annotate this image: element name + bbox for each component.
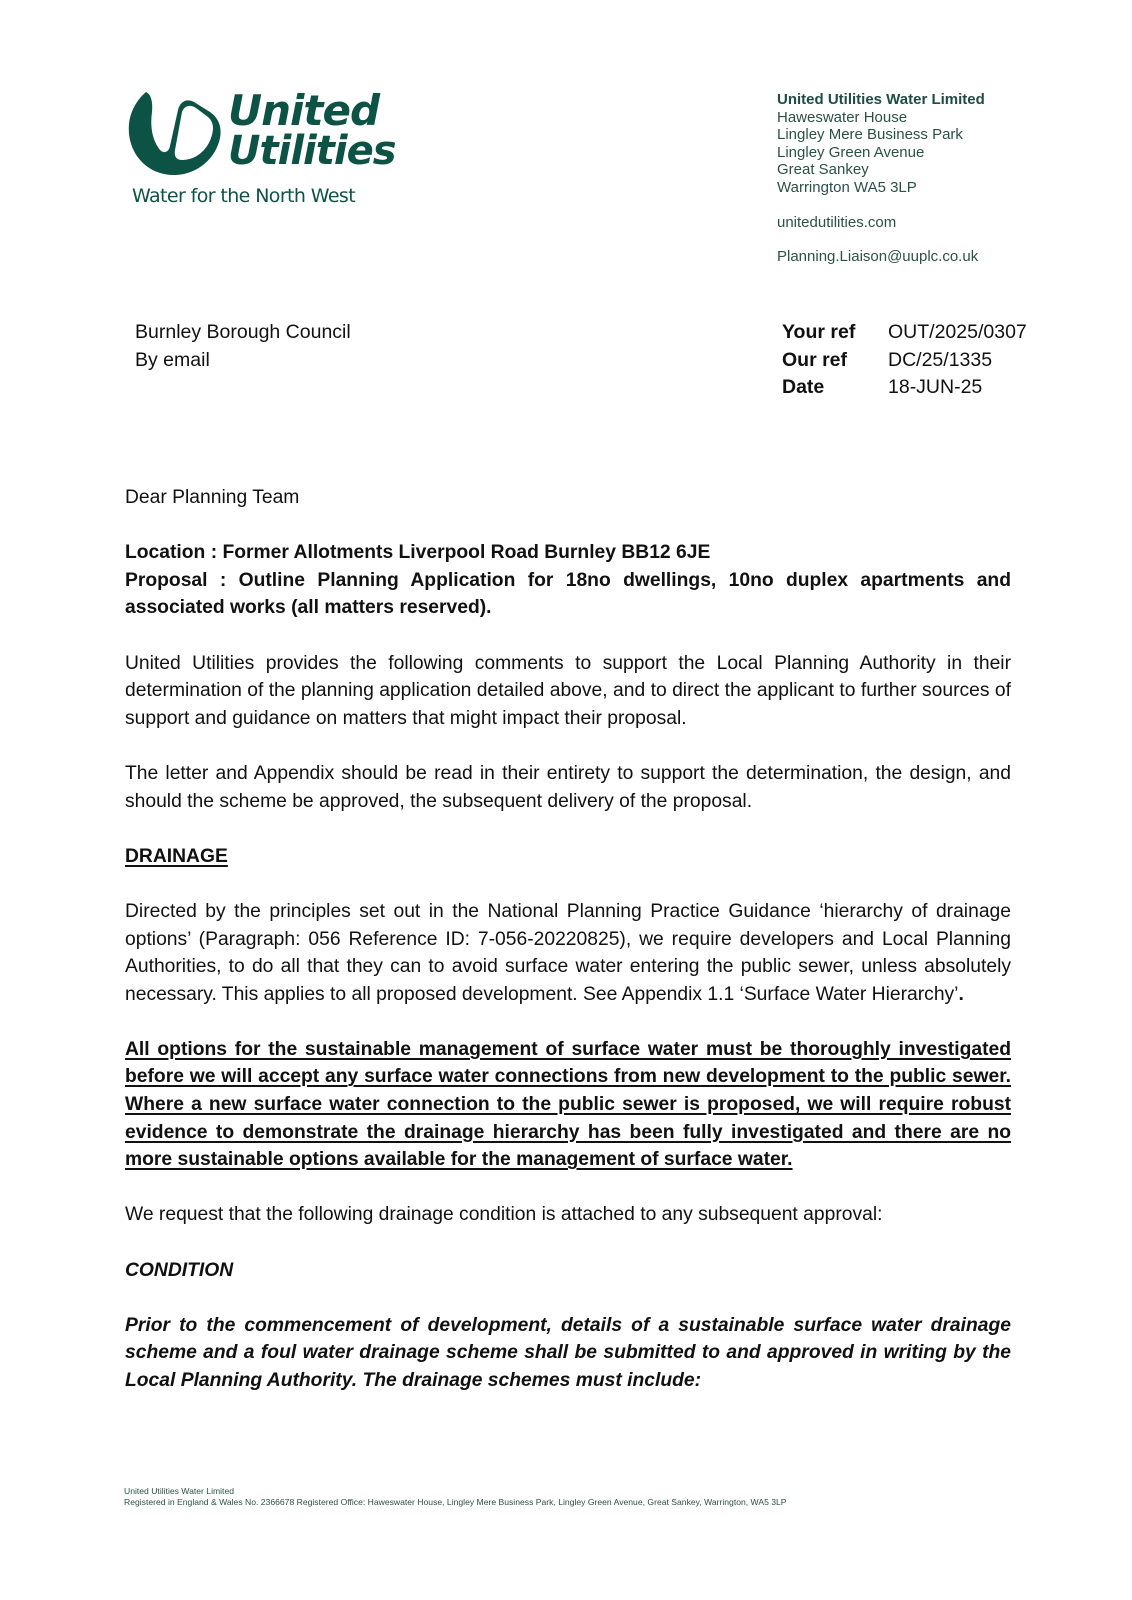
condition-text: Prior to the commencement of development, details of a sustainable surface water drainage scheme and a foul water drainage scheme shall be submitted to and approved in writing by the Local Planning Authority. The drainage schemes must include: [125, 1314, 1011, 1391]
condition-heading-wrap [125, 1257, 1011, 1285]
spacer [777, 197, 985, 214]
drainage-paragraph-end: . [958, 983, 964, 1005]
recipient-delivery: By email [135, 349, 210, 371]
recipient-block [135, 318, 351, 374]
footer-company: United Utilities Water Limited [124, 1486, 235, 1496]
recipient-name: Burnley Borough Council [135, 321, 351, 343]
logo-wordmark-united: United [228, 86, 380, 135]
sender-address-line: Lingley Green Avenue [777, 143, 925, 161]
reference-table [782, 319, 1027, 402]
sender-address-block [777, 91, 985, 266]
read-entirety-paragraph: The letter and Appendix should be read in their entirety to support the determination, the design, and should the scheme be approved, the subsequent delivery of the proposal. [125, 762, 1011, 812]
reference-value: OUT/2025/0307 [888, 321, 1027, 344]
logo-tagline: Water for the North West [132, 185, 356, 207]
reference-value: DC/25/1335 [888, 348, 993, 371]
sender-company-name: United Utilities Water Limited [777, 91, 985, 108]
united-utilities-u-mark-icon [124, 90, 224, 178]
sender-website-link[interactable]: unitedutilities.com [777, 213, 897, 231]
condition-heading: CONDITION [125, 1259, 234, 1281]
footer-registration: Registered in England & Wales No. 2366678 Registered Office: Haweswater House, Lingley Mere Business Park, Lingley Green Avenue, Great Sankey, Warrington, WA5 3LP [124, 1497, 787, 1507]
reference-label: Your ref [782, 321, 856, 344]
reference-row-our-ref [782, 347, 1027, 375]
reference-row-your-ref [782, 319, 1027, 347]
reference-row-date [782, 374, 1027, 402]
salutation: Dear Planning Team [125, 487, 300, 508]
company-logo [124, 86, 396, 213]
sender-address-line: Haweswater House [777, 108, 908, 126]
letter-body [125, 484, 1011, 1422]
subject-proposal: Proposal : Outline Planning Application for 18no dwellings, 10no duplex apartments and associated works (all matters reserved). [125, 569, 1011, 619]
page-footer [124, 1486, 787, 1508]
reference-value: 18-JUN-25 [888, 376, 983, 399]
intro-paragraph: United Utilities provides the following comments to support the Local Planning Authority in their determination of the planning application detailed above, and to direct the applicant to further sources of support and guidance on matters that might impact their proposal. [125, 652, 1011, 729]
drainage-paragraph [125, 898, 1011, 1008]
condition-paragraph [125, 1312, 1011, 1395]
sender-address-line: Lingley Mere Business Park [777, 126, 963, 144]
emphasis-paragraph-text: All options for the sustainable management of surface water must be thoroughly investigated before we will accept any surface water connections from new development to the public sewer. Where a new surface water connection to the public sewer is proposed, we will require robust evidence to demonstrate the drainage hierarchy has been fully investigated and there are no more sustainable options available for the management of surface water. [125, 1038, 1011, 1171]
logo-wordmark-utilities: Utilities [228, 128, 396, 174]
reference-label: Date [782, 376, 825, 399]
sender-email-link[interactable]: Planning.Liaison@uuplc.co.uk [777, 248, 979, 266]
reference-label: Our ref [782, 348, 848, 371]
drainage-heading-wrap [125, 843, 1011, 871]
drainage-paragraph-text: Directed by the principles set out in the National Planning Practice Guidance ‘hierarchy of drainage options’ (Paragraph: 056 Reference ID: 7-056-20220825), we require developers and Local Planning Authorities, to do all that they can to avoid surface water entering the public sewer, unless absolutely necessary. This applies to all proposed development. See Appendix 1.1 ‘Surface Water Hierarchy’ [125, 900, 1011, 1005]
sender-address-line: Warrington WA5 3LP [777, 178, 917, 196]
condition-request: We request that the following drainage condition is attached to any subsequent approval: [125, 1204, 883, 1226]
emphasis-paragraph [125, 1036, 1011, 1174]
subject-location: Location : Former Allotments Liverpool Road Burnley BB12 6JE [125, 542, 711, 564]
spacer [777, 231, 985, 248]
drainage-heading: DRAINAGE [125, 845, 228, 867]
sender-address-line: Great Sankey [777, 161, 869, 179]
subject-block [125, 539, 1011, 622]
